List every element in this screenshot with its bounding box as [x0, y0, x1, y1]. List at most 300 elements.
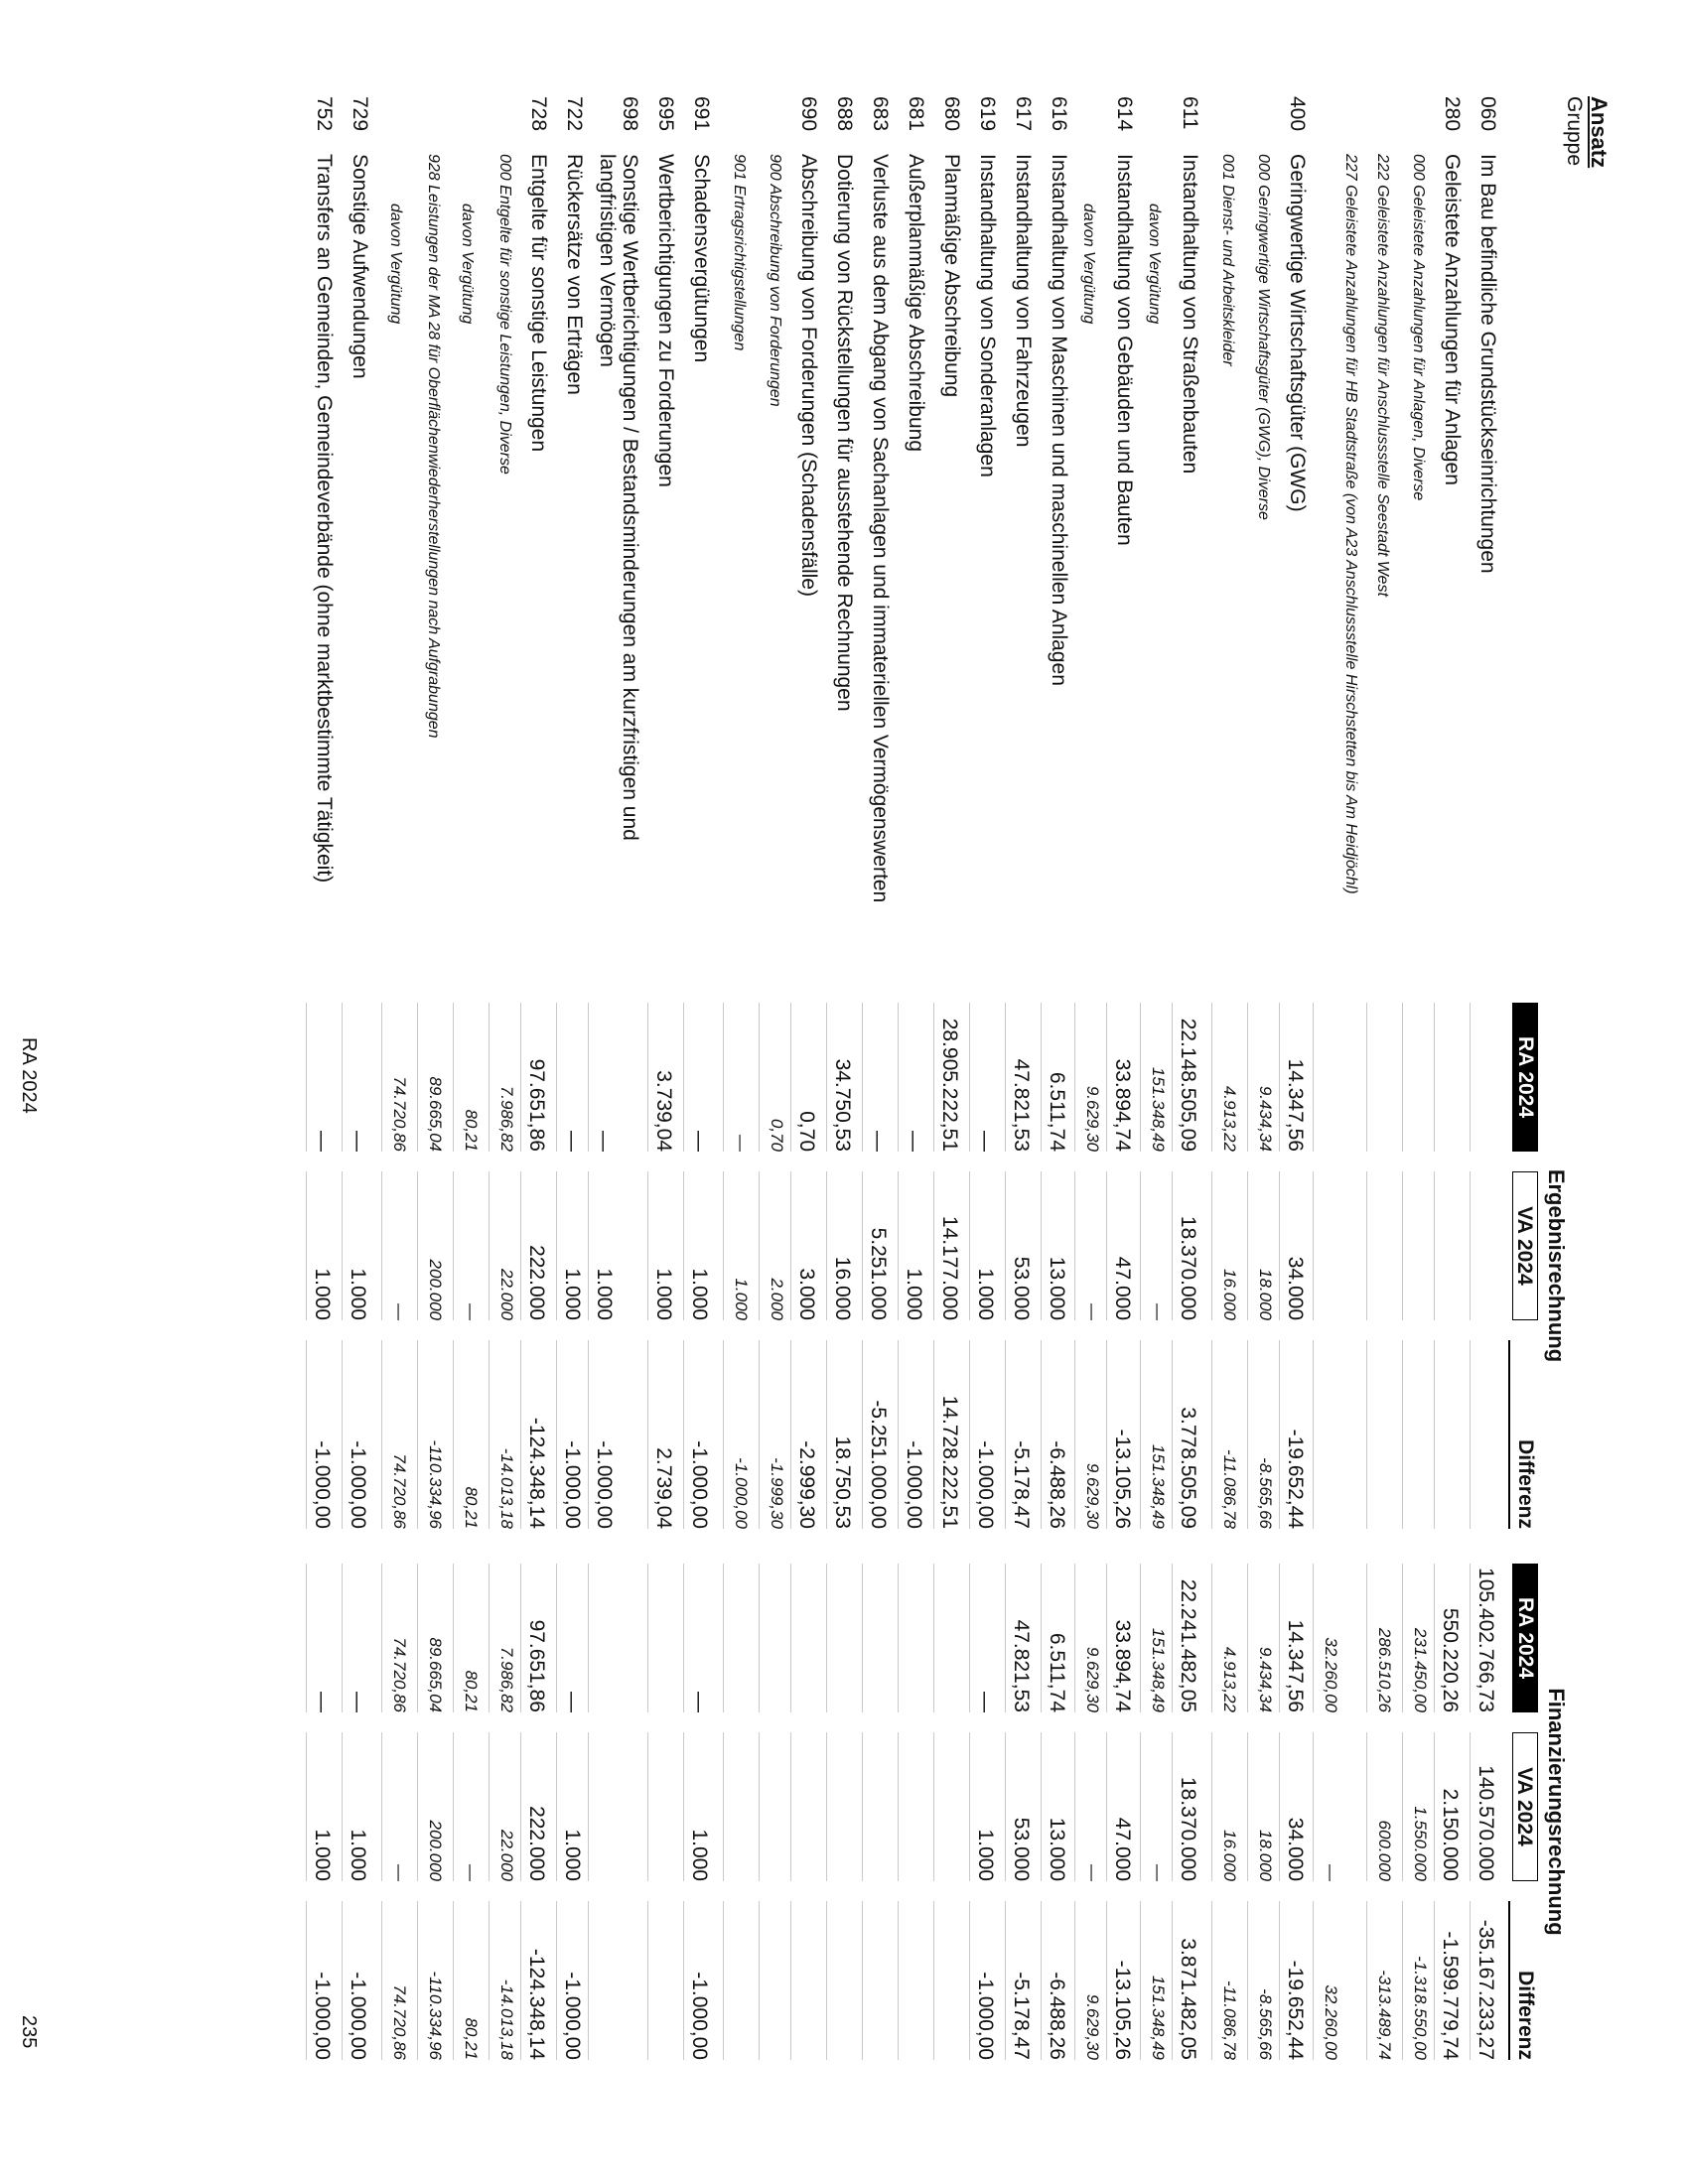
row-rule	[862, 1564, 863, 1712]
row-rule	[342, 1340, 343, 1529]
row-rule	[1005, 1003, 1006, 1152]
cell-eva: 13.000	[1046, 1256, 1068, 1320]
row-rule	[556, 1003, 557, 1152]
row-rule	[520, 1340, 521, 1529]
row-rule	[683, 1340, 684, 1529]
row-rule	[647, 1901, 648, 2060]
row-rule	[862, 1340, 863, 1529]
cell-fdi: -1.000,00	[347, 1972, 369, 2060]
row-label: Abschreibung von Forderungen (Schadensfälle)	[797, 154, 820, 597]
row-rule	[898, 1003, 899, 1152]
cell-edi: -6.488,26	[1046, 1440, 1068, 1529]
row-rule	[683, 1171, 684, 1320]
row-rule	[790, 1003, 791, 1152]
row-rule	[556, 1732, 557, 1881]
cell-fva: 1.000	[347, 1829, 369, 1881]
row-rule	[1172, 1003, 1173, 1152]
row-rule	[683, 1003, 684, 1152]
row-rule	[723, 1003, 724, 1152]
row-rule	[969, 1901, 970, 2060]
row-rule	[453, 1171, 454, 1320]
cell-fva: 1.550.000	[1411, 1806, 1430, 1881]
row-label: Instandhaltung von Straßenbauten	[1179, 154, 1201, 475]
row-rule	[489, 1003, 490, 1152]
cell-eva: 1.000	[652, 1268, 675, 1320]
row-rule	[969, 1732, 970, 1881]
cell-eva: 18.370.000	[1177, 1215, 1199, 1320]
cell-edi: -1.000,00	[688, 1440, 711, 1529]
row-rule	[1279, 1340, 1280, 1529]
cell-fdi: -6.488,26	[1046, 1972, 1068, 2060]
row-rule	[588, 1564, 589, 1712]
cell-era: 80,21	[462, 1109, 481, 1152]
row-rule	[1247, 1564, 1248, 1712]
row-rule	[417, 1171, 418, 1320]
group-code: 729	[349, 96, 371, 132]
cell-fva: 1.000	[974, 1829, 997, 1881]
row-rule	[826, 1340, 827, 1529]
row-rule	[381, 1732, 382, 1881]
row-rule	[1041, 1732, 1042, 1881]
row-rule	[759, 1901, 760, 2060]
row-rule	[1434, 1564, 1435, 1712]
row-rule	[1140, 1003, 1141, 1152]
row-label: Planmäßige Abschreibung	[940, 154, 963, 398]
row-rule	[898, 1564, 899, 1712]
cell-era: —	[561, 1131, 584, 1152]
row-rule	[1247, 1171, 1248, 1320]
row-rule	[1211, 1732, 1212, 1881]
cell-fra: 14.347,56	[1284, 1619, 1307, 1712]
cell-era: —	[867, 1131, 890, 1152]
group-code: 690	[797, 96, 820, 132]
cell-edi: -13.105,26	[1111, 1429, 1134, 1529]
row-rule	[1074, 1564, 1075, 1712]
row-rule	[1434, 1901, 1435, 2060]
row-rule	[1366, 1901, 1367, 2060]
row-rule	[1041, 1171, 1042, 1320]
cell-edi: -1.000,00	[732, 1457, 751, 1529]
cell-eva: 1.000	[561, 1268, 584, 1320]
row-rule	[342, 1901, 343, 2060]
row-rule	[588, 1732, 589, 1881]
row-label: Verluste aus dem Abgang von Sachanlagen und immateriellen Vermögenswerten	[869, 154, 892, 903]
cell-fdi: -19.652,44	[1284, 1960, 1307, 2060]
cell-fra: 74.720,86	[390, 1637, 409, 1712]
row-rule	[683, 1732, 684, 1881]
cell-fra: 47.821,53	[1010, 1619, 1033, 1712]
cell-eva: 14.177.000	[938, 1215, 961, 1320]
row-rule	[556, 1340, 557, 1529]
row-rule	[898, 1732, 899, 1881]
cell-era: —	[593, 1131, 616, 1152]
row-rule	[1313, 1340, 1314, 1529]
row-rule	[933, 1171, 934, 1320]
row-rule	[1470, 1564, 1471, 1712]
group-code: 728	[527, 96, 550, 132]
cell-era: 14.347,56	[1284, 1058, 1307, 1152]
cell-fva: —	[1149, 1864, 1168, 1881]
cell-fdi: -110.334,96	[426, 1971, 445, 2060]
cell-fdi: 74.720,86	[390, 1984, 409, 2060]
erg-diff-rule	[1508, 1340, 1510, 1529]
row-rule	[647, 1340, 648, 1529]
cell-fdi: -35.167.233,27	[1474, 1919, 1497, 2060]
row-rule	[342, 1732, 343, 1881]
cell-era: 89.665,04	[426, 1076, 445, 1152]
cell-fra: 105.402.766,73	[1474, 1568, 1497, 1712]
cell-fdi: -313.489,74	[1375, 1970, 1394, 2060]
row-rule	[898, 1171, 899, 1320]
cell-eva: 1.000	[311, 1268, 334, 1320]
cell-fva: 34.000	[1284, 1817, 1307, 1881]
row-rule	[520, 1901, 521, 2060]
cell-eva: 2.000	[768, 1278, 786, 1320]
row-rule	[1279, 1732, 1280, 1881]
cell-era: 97.651,86	[525, 1058, 548, 1152]
row-rule	[1366, 1732, 1367, 1881]
row-rule	[1106, 1732, 1107, 1881]
row-rule	[683, 1564, 684, 1712]
cell-era: 9.629,30	[1083, 1085, 1102, 1152]
row-label: Geleistete Anzahlungen für Anlagen	[1441, 154, 1464, 485]
row-label: 901 Ertragsrichtigstellungen	[731, 154, 748, 351]
cell-edi: -11.086,78	[1220, 1448, 1239, 1529]
row-rule	[306, 1564, 307, 1712]
row-rule	[1172, 1732, 1173, 1881]
row-rule	[1366, 1564, 1367, 1712]
cell-eva: 1.000	[732, 1278, 751, 1320]
row-rule	[862, 1171, 863, 1320]
row-rule	[969, 1171, 970, 1320]
row-rule	[1366, 1340, 1367, 1529]
row-rule	[723, 1901, 724, 2060]
cell-era: —	[311, 1131, 334, 1152]
row-rule	[790, 1340, 791, 1529]
cell-fdi: 151.348,49	[1149, 1975, 1168, 2060]
row-label: davon Vergütung	[387, 204, 404, 325]
row-label: 928 Leistungen der MA 28 für Oberflächenwiederherstellungen nach Aufgrabungen	[425, 154, 442, 739]
row-rule	[1434, 1732, 1435, 1881]
row-rule	[1041, 1340, 1042, 1529]
row-label: Sonstige Aufwendungen	[349, 154, 371, 379]
row-rule	[1366, 1171, 1367, 1320]
row-rule	[933, 1340, 934, 1529]
cell-fra: —	[347, 1692, 369, 1712]
cell-fva: 600.000	[1375, 1820, 1394, 1881]
ansatz-heading: Ansatz	[1587, 96, 1612, 169]
row-rule	[1313, 1564, 1314, 1712]
row-rule	[1041, 1003, 1042, 1152]
cell-fra: 6.511,74	[1046, 1632, 1068, 1712]
row-rule	[520, 1732, 521, 1881]
cell-fdi: 80,21	[462, 2017, 481, 2060]
cell-fdi: -1.318.550,00	[1411, 1956, 1430, 2060]
row-rule	[898, 1901, 899, 2060]
cell-fdi: -1.000,00	[561, 1972, 584, 2060]
cell-fdi: -5.178,47	[1010, 1972, 1033, 2060]
cell-eva: 47.000	[1111, 1256, 1134, 1320]
row-rule	[1279, 1901, 1280, 2060]
row-rule	[520, 1564, 521, 1712]
cell-era: 151.348,49	[1149, 1066, 1168, 1152]
cell-era: 28.905.222,51	[938, 1018, 961, 1152]
fin-va-header: VA 2024	[1512, 1732, 1538, 1881]
row-rule	[1106, 1564, 1107, 1712]
cell-era: 6.511,74	[1046, 1071, 1068, 1152]
row-rule	[969, 1564, 970, 1712]
cell-fra: 550.220,26	[1439, 1607, 1462, 1712]
row-rule	[1074, 1901, 1075, 2060]
cell-fva: 222.000	[525, 1806, 548, 1881]
row-rule	[1434, 1003, 1435, 1152]
cell-eva: —	[462, 1303, 481, 1320]
row-rule	[1434, 1340, 1435, 1529]
cell-fra: —	[974, 1692, 997, 1712]
row-rule	[1172, 1901, 1173, 2060]
cell-fra: 89.665,04	[426, 1637, 445, 1712]
row-rule	[826, 1901, 827, 2060]
row-rule	[306, 1340, 307, 1529]
cell-eva: 1.000	[593, 1268, 616, 1320]
row-rule	[588, 1171, 589, 1320]
row-rule	[381, 1171, 382, 1320]
row-rule	[1106, 1340, 1107, 1529]
cell-fva: 53.000	[1010, 1817, 1033, 1881]
row-label: Schadensvergütungen	[690, 154, 713, 363]
row-rule	[1402, 1003, 1403, 1152]
cell-eva: 200.000	[426, 1259, 445, 1320]
cell-era: 9.434,34	[1256, 1085, 1275, 1152]
cell-fdi: 9.629,30	[1083, 1993, 1102, 2060]
cell-edi: 3.778.505,09	[1177, 1407, 1199, 1529]
row-rule	[417, 1564, 418, 1712]
row-rule	[342, 1003, 343, 1152]
row-rule	[723, 1340, 724, 1529]
group-code: 280	[1441, 96, 1464, 132]
row-rule	[759, 1732, 760, 1881]
cell-fva: 18.000	[1256, 1830, 1275, 1881]
erg-diff-header: Differenz	[1514, 1439, 1537, 1529]
row-rule	[588, 1003, 589, 1152]
cell-era: —	[732, 1135, 751, 1152]
row-rule	[723, 1564, 724, 1712]
row-rule	[306, 1003, 307, 1152]
row-label: davon Vergütung	[1080, 204, 1097, 325]
row-rule	[933, 1003, 934, 1152]
ergebnisrechnung-title: Ergebnisrechnung	[1544, 1168, 1569, 1363]
cell-fva: 16.000	[1220, 1830, 1239, 1881]
row-label: Instandhaltung von Fahrzeugen	[1012, 154, 1035, 448]
row-rule	[381, 1003, 382, 1152]
row-rule	[489, 1171, 490, 1320]
cell-fra: —	[561, 1692, 584, 1712]
cell-era: —	[903, 1131, 925, 1152]
row-rule	[381, 1564, 382, 1712]
row-label: Im Bau befindliche Grundstückseinrichtungen	[1476, 154, 1499, 574]
cell-fra: 231.450,00	[1411, 1627, 1430, 1712]
row-label: 000 Geringwertige Wirtschaftsgüter (GWG), Diverse	[1255, 154, 1272, 520]
cell-eva: 1.000	[347, 1268, 369, 1320]
row-rule	[417, 1340, 418, 1529]
row-rule	[826, 1564, 827, 1712]
row-label: Außerplanmäßige Abschreibung	[905, 154, 927, 453]
cell-eva: 1.000	[974, 1268, 997, 1320]
cell-eva: 5.251.000	[867, 1227, 890, 1320]
group-code: 691	[690, 96, 713, 132]
row-rule	[1041, 1564, 1042, 1712]
row-rule	[588, 1901, 589, 2060]
cell-fra: 286.510,26	[1375, 1627, 1394, 1712]
cell-era: 22.148.505,09	[1177, 1018, 1199, 1152]
footer-label: RA 2024	[18, 1037, 40, 1114]
row-rule	[1247, 1340, 1248, 1529]
cell-fdi: -1.000,00	[688, 1972, 711, 2060]
cell-edi: 14.728.222,51	[938, 1395, 961, 1529]
row-rule	[1005, 1340, 1006, 1529]
row-rule	[723, 1171, 724, 1320]
row-rule	[1313, 1732, 1314, 1881]
group-code: 400	[1286, 96, 1309, 132]
cell-fra: 4.913,22	[1220, 1646, 1239, 1712]
row-rule	[520, 1171, 521, 1320]
row-rule	[1074, 1732, 1075, 1881]
row-rule	[1074, 1003, 1075, 1152]
cell-fdi: 3.871.482,05	[1177, 1938, 1199, 2060]
cell-fra: 9.629,30	[1083, 1646, 1102, 1712]
row-rule	[1434, 1171, 1435, 1320]
row-rule	[1172, 1564, 1173, 1712]
cell-fra: —	[311, 1692, 334, 1712]
row-rule	[1470, 1901, 1471, 2060]
row-rule	[647, 1564, 648, 1712]
cell-eva: 16.000	[1220, 1269, 1239, 1320]
row-label: Sonstige Wertberichtigungen / Bestandsminderungen am kurzfristigen und langfristigen Vermögen	[596, 154, 641, 841]
row-rule	[556, 1901, 557, 2060]
row-rule	[342, 1564, 343, 1712]
erg-va-header: VA 2024	[1512, 1171, 1538, 1320]
row-rule	[306, 1171, 307, 1320]
cell-eva: —	[1083, 1303, 1102, 1320]
row-rule	[1247, 1732, 1248, 1881]
cell-fra: 22.241.482,05	[1177, 1578, 1199, 1712]
row-rule	[933, 1564, 934, 1712]
cell-eva: 22.000	[497, 1269, 516, 1320]
cell-fva: —	[1083, 1864, 1102, 1881]
erg-ra-header: RA 2024	[1512, 1003, 1538, 1152]
cell-fva: 22.000	[497, 1830, 516, 1881]
row-rule	[1140, 1901, 1141, 2060]
cell-edi: -1.000,00	[347, 1440, 369, 1529]
cell-eva: 1.000	[903, 1268, 925, 1320]
cell-eva: 18.000	[1256, 1269, 1275, 1320]
row-rule	[1074, 1171, 1075, 1320]
group-code: 681	[905, 96, 927, 132]
row-rule	[556, 1171, 557, 1320]
row-rule	[1313, 1171, 1314, 1320]
row-label: Dotierung von Rückstellungen für ausstehende Rechnungen	[833, 154, 856, 712]
cell-era: 3.739,04	[652, 1070, 675, 1152]
cell-fdi: -13.105,26	[1111, 1960, 1134, 2060]
row-rule	[1402, 1732, 1403, 1881]
row-label: davon Vergütung	[1146, 204, 1163, 325]
cell-fva: —	[462, 1864, 481, 1881]
row-rule	[826, 1003, 827, 1152]
row-label: 001 Dienst- und Arbeitskleider	[1219, 154, 1236, 366]
cell-edi: 2.739,04	[652, 1447, 675, 1529]
row-label: 000 Geleistete Anzahlungen für Anlagen, Diverse	[1410, 154, 1427, 501]
row-rule	[556, 1564, 557, 1712]
row-rule	[1279, 1003, 1280, 1152]
cell-era: 0,70	[795, 1111, 818, 1152]
row-label: Entgelte für sonstige Leistungen	[527, 154, 550, 453]
row-rule	[1140, 1732, 1141, 1881]
cell-fdi: -1.599.779,74	[1439, 1931, 1462, 2060]
row-rule	[933, 1732, 934, 1881]
row-rule	[1074, 1340, 1075, 1529]
row-label: Instandhaltung von Gebäuden und Bauten	[1113, 154, 1136, 546]
cell-edi: 151.348,49	[1149, 1443, 1168, 1529]
cell-edi: 74.720,86	[390, 1453, 409, 1529]
row-rule	[1211, 1564, 1212, 1712]
row-label: Geringwertige Wirtschaftsgüter (GWG)	[1286, 154, 1309, 512]
row-rule	[1470, 1171, 1471, 1320]
row-rule	[790, 1732, 791, 1881]
cell-fra: 9.434,34	[1256, 1646, 1275, 1712]
cell-fra: 97.651,86	[525, 1619, 548, 1712]
group-code: 619	[976, 96, 999, 132]
cell-fdi: -8.565,66	[1256, 1988, 1275, 2060]
fin-ra-header: RA 2024	[1512, 1564, 1538, 1712]
row-rule	[647, 1732, 648, 1881]
cell-eva: —	[1149, 1303, 1168, 1320]
row-rule	[1247, 1003, 1248, 1152]
cell-eva: 16.000	[831, 1256, 854, 1320]
cell-era: 7.986,82	[497, 1085, 516, 1152]
cell-fva: 1.000	[688, 1829, 711, 1881]
group-code: 614	[1113, 96, 1136, 132]
cell-fdi: -14.013,18	[497, 1979, 516, 2060]
row-rule	[453, 1901, 454, 2060]
row-rule	[1140, 1171, 1141, 1320]
row-label: Instandhaltung von Sonderanlagen	[976, 154, 999, 478]
row-label: Wertberichtigungen zu Forderungen	[654, 154, 677, 487]
cell-edi: -1.000,00	[974, 1440, 997, 1529]
cell-fdi: -1.000,00	[311, 1972, 334, 2060]
row-rule	[759, 1171, 760, 1320]
row-rule	[306, 1901, 307, 2060]
cell-fdi: 32.260,00	[1322, 1984, 1340, 2060]
row-rule	[790, 1171, 791, 1320]
row-rule	[1247, 1901, 1248, 2060]
row-rule	[342, 1171, 343, 1320]
row-rule	[1366, 1003, 1367, 1152]
row-label: 900 Abschreibung von Forderungen	[767, 154, 783, 407]
cell-fva: —	[1322, 1864, 1340, 1881]
row-rule	[381, 1901, 382, 2060]
row-rule	[1106, 1003, 1107, 1152]
row-rule	[1140, 1564, 1141, 1712]
group-code: 688	[833, 96, 856, 132]
page-number: 235	[18, 2015, 40, 2049]
row-rule	[1172, 1340, 1173, 1529]
group-code: 698	[619, 96, 641, 132]
cell-era: —	[974, 1131, 997, 1152]
row-rule	[489, 1340, 490, 1529]
group-code: 695	[654, 96, 677, 132]
row-rule	[489, 1564, 490, 1712]
cell-era: 47.821,53	[1010, 1058, 1033, 1152]
